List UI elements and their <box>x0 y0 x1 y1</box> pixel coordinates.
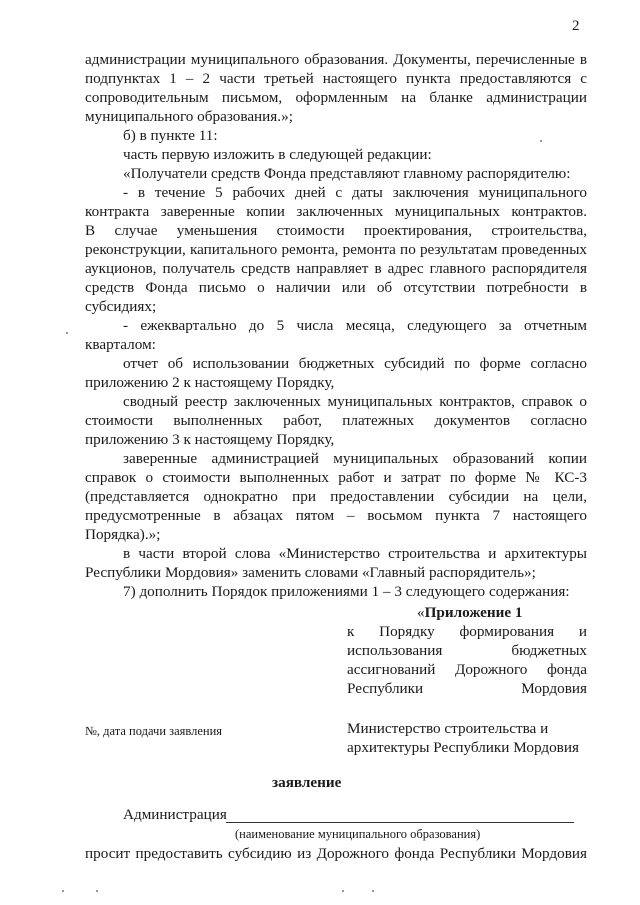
text-line: в части второй слова «Министерство строительства и архитектуры <box>123 545 587 562</box>
appendix-line: к Порядку формирования и <box>347 623 587 640</box>
number-date-label: №, дата подачи заявления <box>85 724 223 738</box>
text-line: предусмотренные в абзацах пятом – восьмом пункта 7 настоящего <box>85 507 587 524</box>
appendix-title <box>417 604 523 622</box>
text-line: 7) дополнить Порядок приложениями 1 – 3 следующего содержания: <box>123 583 570 600</box>
text-line: стоимости выполненных работ, платежных документов согласно <box>85 412 587 429</box>
text-line: заверенные администрацией муниципальных образований копии <box>123 450 587 467</box>
text-line: приложению 2 к настоящему Порядку, <box>85 374 335 391</box>
addressee-line: архитектуры Республики Мордовия <box>347 739 579 756</box>
text-line: администрации муниципального образования. Документы, перечисленные в <box>85 51 587 68</box>
admin-caption: (наименование муниципального образования) <box>235 827 481 841</box>
text-line: часть первую изложить в следующей редакции: <box>123 146 432 163</box>
page-number: 2 <box>572 18 580 34</box>
text-line: В случае уменьшения стоимости проектирования, строительства, <box>85 222 587 239</box>
text-line: Порядка).»; <box>85 526 161 543</box>
addressee-line: Министерство строительства и <box>347 720 549 737</box>
appendix-line: ассигнований Дорожного фонда <box>347 661 587 678</box>
text-line: б) в пункте 11: <box>123 127 218 144</box>
text-line: средств Фонда письмо о наличии или об отсутствии потребности в <box>85 279 587 296</box>
scan-speck <box>342 890 344 892</box>
appendix-open-quote: « <box>417 604 425 621</box>
scan-speck <box>66 332 68 334</box>
text-line: реконструкции, капитального ремонта, ремонта по результатам проведенных <box>85 241 587 258</box>
text-line: справок о стоимости выполненных работ и затрат по форме № КС-3 <box>85 469 587 486</box>
admin-label: Администрация <box>123 806 227 823</box>
scan-speck <box>372 890 374 892</box>
text-line: контракта заверенные копии заключенных муниципальных контрактов. <box>85 203 587 220</box>
text-line: - в течение 5 рабочих дней с даты заключения муниципального <box>123 184 587 201</box>
text-line: отчет об использовании бюджетных субсидий по форме согласно <box>123 355 587 372</box>
text-line: «Получатели средств Фонда представляют главному распорядителю: <box>123 165 571 182</box>
text-line: приложению 3 к настоящему Порядку, <box>85 431 335 448</box>
text-line: (представляется однократно при предоставлении субсидии на цели, <box>85 488 587 505</box>
scan-speck <box>540 140 542 142</box>
request-text: просит предоставить субсидию из Дорожного фонда Республики Мордовия <box>85 845 587 862</box>
text-line: муниципального образования.»; <box>85 108 293 125</box>
appendix-title-text: Приложение 1 <box>424 604 523 621</box>
text-line: аукционов, получатель средств направляет в адрес главного распорядителя <box>85 260 587 277</box>
scan-speck <box>96 890 98 892</box>
text-line: Республики Мордовия» заменить словами «Главный распорядитель»; <box>85 564 536 581</box>
text-line: сводный реестр заключенных муниципальных контрактов, справок о <box>123 393 587 410</box>
text-line: субсидиях; <box>85 298 157 315</box>
text-line: кварталом: <box>85 336 156 353</box>
admin-underline <box>226 822 574 823</box>
scan-speck <box>62 890 64 892</box>
appendix-line: Республики Мордовия <box>347 680 587 697</box>
text-line: - ежеквартально до 5 числа месяца, следующего за отчетным <box>123 317 587 334</box>
text-line: подпунктах 1 – 2 части третьей настоящего пункта предоставляются с <box>85 70 587 87</box>
appendix-line: использования бюджетных <box>347 642 587 659</box>
text-line: сопроводительным письмом, оформленным на бланке администрации <box>85 89 587 106</box>
form-heading: заявление <box>272 774 342 791</box>
